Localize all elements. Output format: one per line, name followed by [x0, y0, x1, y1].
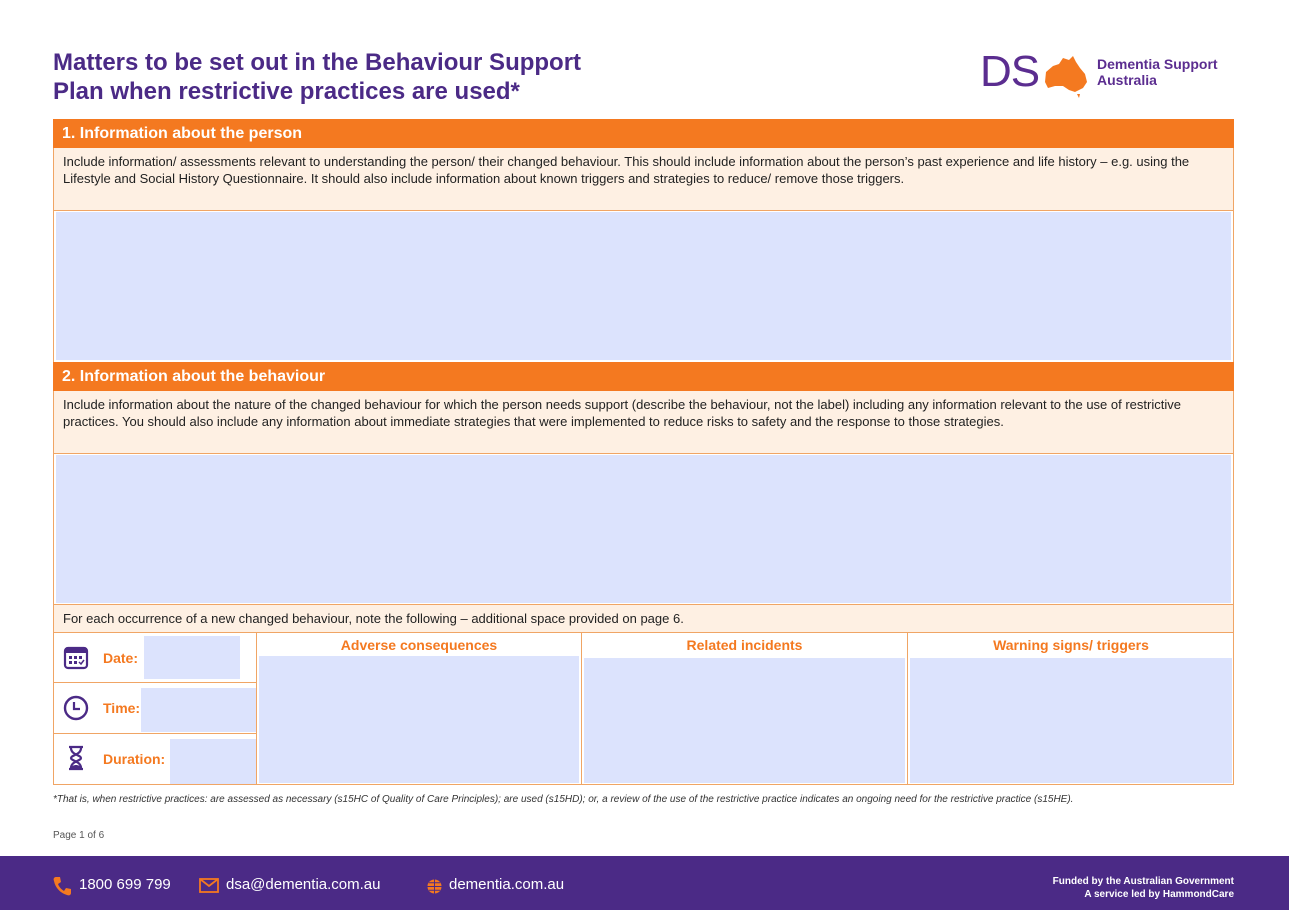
- warning-signs-column: [908, 632, 1234, 784]
- date-input[interactable]: [144, 636, 240, 679]
- clock-icon: [63, 695, 89, 721]
- adverse-consequences-input[interactable]: [259, 656, 579, 783]
- related-incidents-header: Related incidents: [686, 637, 803, 653]
- title-line-1: Matters to be set out in the Behaviour Support: [53, 49, 582, 76]
- occurrence-note: For each occurrence of a new changed behaviour, note the following – additional space provided on page 6.: [53, 604, 1234, 633]
- warning-signs-input[interactable]: [910, 658, 1232, 783]
- time-row: [54, 683, 257, 734]
- logo-mark: DS: [980, 47, 1040, 96]
- title-line-2: Plan when restrictive practices are used*: [53, 78, 520, 105]
- page-number: Page 1 of 6: [53, 830, 105, 841]
- time-input[interactable]: [141, 688, 256, 732]
- logo: [980, 47, 1240, 98]
- warning-signs-header: Warning signs/ triggers: [993, 637, 1149, 653]
- time-label: Time:: [103, 700, 141, 716]
- person-info-input[interactable]: [56, 212, 1231, 360]
- occurrence-grid: [53, 632, 1234, 785]
- logo-line-2: Australia: [1097, 72, 1157, 88]
- email-icon: [199, 878, 219, 893]
- date-label: Date:: [103, 650, 139, 666]
- behaviour-info-input[interactable]: [56, 455, 1231, 603]
- service-text: A service led by HammondCare: [1084, 889, 1234, 900]
- page-title: [53, 48, 693, 106]
- section1-field-container: [53, 211, 1234, 362]
- email-link[interactable]: dsa@dementia.com.au: [226, 876, 381, 893]
- logo-text: [1097, 56, 1218, 88]
- website-link[interactable]: dementia.com.au: [449, 876, 565, 893]
- calendar-icon: [63, 644, 89, 670]
- section1-description: Include information/ assessments relevant to understanding the person/ their changed behaviour. This should include information about the person’s past experience and life history – e.g. using the Lifestyle and Social History Questionnaire. It should also include information about known triggers and strategies to reduce/ remove those triggers.: [53, 148, 1234, 211]
- date-row: [54, 632, 257, 683]
- adverse-consequences-header: Adverse consequences: [340, 637, 498, 653]
- footnote: *That is, when restrictive practices: are assessed as necessary (s15HC of Quality of Care Principles); are used (s15HD); or, a review of the use of the restrictive practice indicates an ongoing need for the restrictive practice (s15HE).: [53, 794, 1074, 805]
- phone-icon: [53, 876, 71, 896]
- section2-description: Include information about the nature of the changed behaviour for which the person needs support (describe the behaviour, not the label) including any information relevant to the use of restrictive practices. You should also include any information about immediate strategies that were implemented to reduce risks to safety and the response to those strategies.: [53, 391, 1234, 454]
- duration-row: [54, 734, 257, 784]
- section1-heading: 1. Information about the person: [53, 119, 1234, 148]
- related-incidents-column: [582, 632, 908, 784]
- adverse-consequences-column: [257, 632, 582, 784]
- duration-label: Duration:: [103, 751, 166, 767]
- logo-line-1: Dementia Support: [1097, 56, 1218, 72]
- duration-input[interactable]: [170, 739, 256, 784]
- footer: [0, 856, 1289, 910]
- hourglass-icon: [63, 745, 89, 771]
- section2-heading: 2. Information about the behaviour: [53, 362, 1234, 391]
- related-incidents-input[interactable]: [584, 658, 905, 783]
- section2-field-container: [53, 454, 1234, 604]
- australia-map-icon: [1043, 54, 1089, 98]
- phone-link[interactable]: 1800 699 799: [79, 876, 171, 893]
- funding-info: [1053, 875, 1234, 901]
- globe-icon: [427, 879, 442, 894]
- funded-text: Funded by the Australian Government: [1052, 876, 1234, 887]
